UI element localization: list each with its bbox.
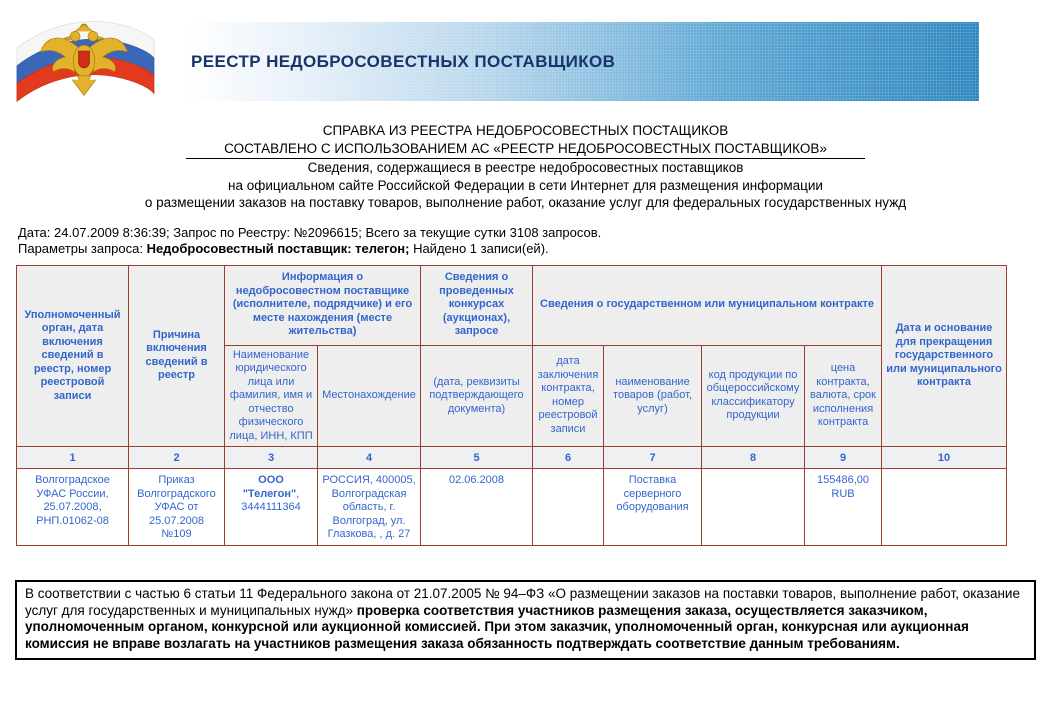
page-header: [0, 0, 1051, 112]
query-params-line: [18, 241, 1051, 257]
header-group-contract-info: Сведения о государственном или муниципальном контракте: [533, 265, 882, 345]
cell-product-code: [702, 469, 805, 546]
registry-table: [16, 265, 1007, 546]
column-number-row: [17, 447, 1007, 469]
header-authorized-body: Уполномоченный орган, дата включения сведений в реестр, номер реестровой записи: [17, 265, 129, 447]
column-number: 2: [129, 447, 225, 469]
column-number: 8: [702, 447, 805, 469]
subheader-location: Местонахождение: [318, 345, 421, 447]
legal-notice-box: [15, 580, 1036, 660]
column-number: 3: [225, 447, 318, 469]
column-number: 4: [318, 447, 421, 469]
subheader-auction-document: (дата, реквизиты подтверждающего документа): [421, 345, 533, 447]
table-row: [17, 469, 1007, 546]
column-number: 9: [805, 447, 882, 469]
column-number: 7: [604, 447, 702, 469]
column-number: 5: [421, 447, 533, 469]
certificate-intro: [0, 122, 1051, 212]
intro-line-1: СПРАВКА ИЗ РЕЕСТРА НЕДОБРОСОВЕСТНЫХ ПОСТАЩИКОВ: [322, 123, 729, 138]
cell-authorized-body: Волгоградское УФАС России, 25.07.2008, РНП.01062-08: [17, 469, 129, 546]
column-number: 10: [882, 447, 1007, 469]
subheader-contract-price: цена контракта, валюта, срок исполнения контракта: [805, 345, 882, 447]
subheader-product-code: код продукции по общероссийскому классификатору продукции: [702, 345, 805, 447]
cell-contract-price: 155486,00 RUB: [805, 469, 882, 546]
intro-line-2-underlined: СОСТАВЛЕНО С ИСПОЛЬЗОВАНИЕМ АС «РЕЕСТР НЕДОБРОСОВЕСТНЫХ ПОСТАВЩИКОВ»: [186, 140, 865, 160]
title-banner: [185, 22, 979, 101]
subheader-contract-date: дата заключения контракта, номер реестровой записи: [533, 345, 604, 447]
query-date-line: Дата: 24.07.2009 8:36:39; Запрос по Реестру: №2096615; Всего за текущие сутки 3108 запросов.: [18, 224, 602, 240]
intro-line-5: о размещении заказов на поставку товаров, выполнение работ, оказание услуг для федеральных государственных нужд: [144, 195, 907, 210]
header-group-auction-info: Сведения о проведенных конкурсах (аукционах), запросе: [421, 265, 533, 345]
intro-line-2: [0, 140, 1051, 160]
supplier-name-bold: ООО "Телегон": [242, 474, 297, 500]
intro-line-3: Сведения, содержащиеся в реестре недобросовестных поставщиков: [307, 160, 744, 175]
legal-notice-regular: В соответствии с частью 6 статьи 11 Федерального закона от 21.07.2005 № 94–ФЗ «О размещении заказов на поставки товаров, выполнение работ, оказание услуг для государственных и муниципальных нужд»: [25, 586, 1020, 618]
table-header-group-row: [17, 265, 1007, 345]
query-meta: [18, 225, 1051, 257]
cell-auction-document: 02.06.2008: [421, 469, 533, 546]
supplier-inn: , 3444111364: [241, 487, 301, 513]
subheader-legal-name: Наименование юридического лица или фамилия, имя и отчество физического лица, ИНН, КПП: [225, 345, 318, 447]
column-number: 6: [533, 447, 604, 469]
intro-line-4: на официальном сайте Российской Федерации в сети Интернет для размещения информации: [228, 177, 823, 193]
cell-location: РОССИЯ, 400005, Волгоградская область, г. Волгоград, ул. Глазкова, , д. 27: [318, 469, 421, 546]
header-termination-basis: Дата и основание для прекращения государственного или муниципального контракта: [882, 265, 1007, 447]
query-params-prefix: Параметры запроса:: [18, 240, 147, 256]
query-params-suffix: Найдено 1 записи(ей).: [409, 240, 549, 256]
cell-termination-basis: [882, 469, 1007, 546]
cell-goods-name: Поставка серверного оборудования: [604, 469, 702, 546]
page-title: РЕЕСТР НЕДОБРОСОВЕСТНЫХ ПОСТАВЩИКОВ: [191, 51, 616, 71]
cell-contract-date: [533, 469, 604, 546]
russian-flag-coat-of-arms-icon: [10, 6, 158, 108]
cell-supplier-name: [225, 469, 318, 546]
subheader-goods-name: наименование товаров (работ, услуг): [604, 345, 702, 447]
column-number: 1: [17, 447, 129, 469]
legal-notice-bold: проверка соответствия участников размещения заказа, осуществляется заказчиком, уполномоченным органом, конкурсной или аукционной комиссией. При этом заказчик, уполномоченный орган, конкурсная или аукционная комиссия не вправе возлагать на участников размещения заказа обязанность подтверждать соответствие данным требованиям.: [25, 602, 969, 651]
header-group-supplier-info: Информация о недобросовестном поставщике (исполнителе, подрядчике) и его месте нахождения (месте жительства): [225, 265, 421, 345]
header-inclusion-reason: Причина включения сведений в реестр: [129, 265, 225, 447]
query-params-bold: Недобросовестный поставщик: телегон;: [146, 240, 410, 256]
cell-inclusion-reason: Приказ Волгоградского УФАС от 25.07.2008 №109: [129, 469, 225, 546]
